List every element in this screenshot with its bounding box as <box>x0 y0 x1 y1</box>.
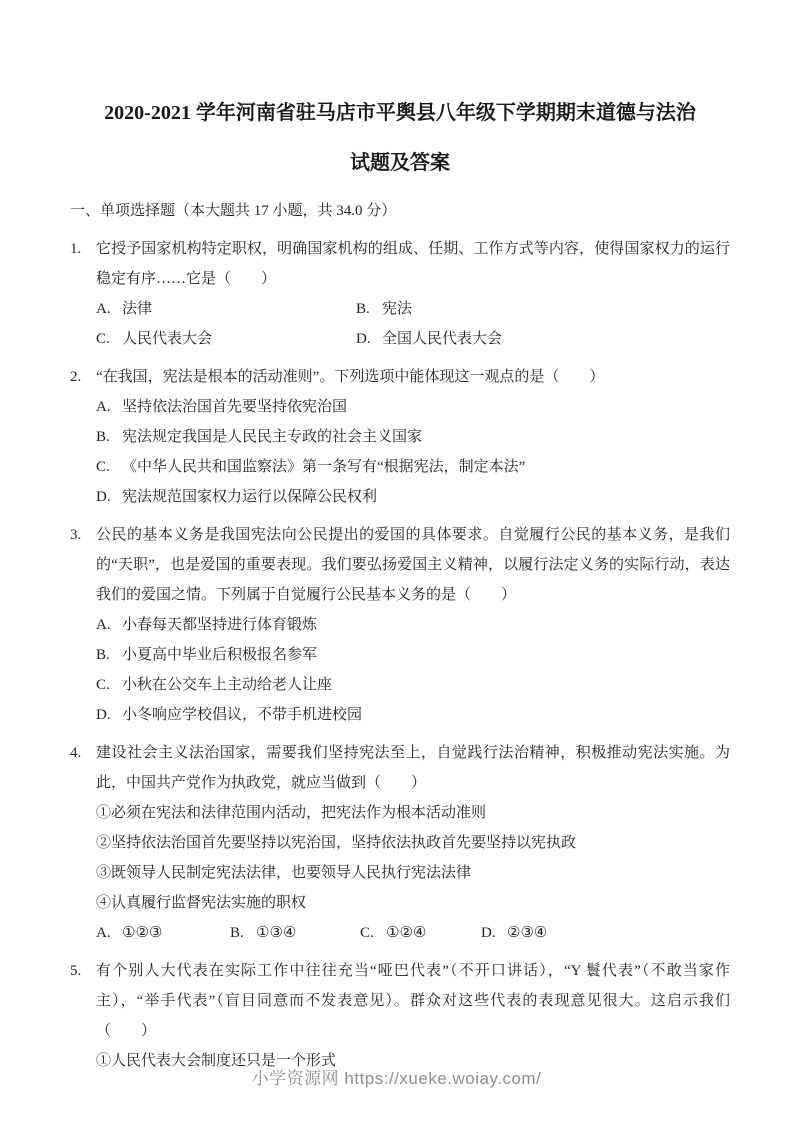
option-text: 《中华人民共和国监察法》第一条写有“根据宪法，制定本法” <box>122 459 526 475</box>
answer-option <box>96 324 356 354</box>
title-line-2: 试题及答案 <box>350 152 450 174</box>
footer-link[interactable]: 小学资源网 https://xueke.woiay.com/ <box>251 1069 542 1088</box>
footer-watermark <box>0 1064 793 1089</box>
answer-option <box>96 918 230 948</box>
answer-option <box>96 640 730 670</box>
option-text: 宪法 <box>382 301 413 317</box>
option-label: C. <box>360 925 374 941</box>
question-subitem: ②坚持依法治国首先要坚持以宪治国，坚持依法执政首先要坚持以宪执政 <box>96 835 577 851</box>
option-label: B. <box>230 925 244 941</box>
question-item <box>70 234 730 354</box>
option-text: ①②③ <box>122 925 163 941</box>
option-label: D. <box>96 489 111 505</box>
question-options <box>96 918 730 948</box>
option-text: 全国人民代表大会 <box>382 331 503 347</box>
option-label: B. <box>96 429 110 445</box>
answer-option <box>230 918 360 948</box>
question-options <box>96 294 730 354</box>
question-item <box>70 738 730 948</box>
question-content <box>96 738 730 948</box>
page-title <box>70 88 730 188</box>
option-text: ①③④ <box>256 925 297 941</box>
question-item <box>70 520 730 730</box>
question-content <box>96 520 730 730</box>
question-stem: 它授予国家机构特定职权，明确国家机构的组成、任期、工作方式等内容，使得国家权力的运行稳定有序……它是（ ） <box>96 241 730 287</box>
option-label: A. <box>96 617 111 633</box>
option-text: 人民代表大会 <box>122 331 213 347</box>
option-text: 宪法规范国家权力运行以保障公民权利 <box>122 489 378 505</box>
option-text: 小春每天都坚持进行体育锻炼 <box>122 617 318 633</box>
question-number: 5. <box>70 963 82 979</box>
question-stem: 建设社会主义法治国家，需要我们坚持宪法至上，自觉践行法治精神，积极推动宪法实施。为此，中国共产党作为执政党，就应当做到（ ） <box>96 745 730 791</box>
option-label: A. <box>96 399 111 415</box>
questions <box>70 234 730 1076</box>
question-item <box>70 362 730 512</box>
option-label: B. <box>96 647 110 663</box>
option-label: D. <box>356 331 371 347</box>
section-heading: 一、单项选择题（本大题共 17 小题，共 34.0 分） <box>70 203 397 219</box>
option-label: C. <box>96 677 110 693</box>
option-label: C. <box>96 331 110 347</box>
option-text: 小秋在公交车上主动给老人让座 <box>122 677 333 693</box>
question-subitem: ①人民代表大会制度还只是一个形式 <box>96 1053 337 1069</box>
answer-option <box>96 294 356 324</box>
question-item <box>70 956 730 1076</box>
answer-option <box>96 610 730 640</box>
question-content <box>96 234 730 354</box>
answer-option <box>96 452 730 482</box>
option-label: A. <box>96 301 111 317</box>
option-text: ①②④ <box>386 925 427 941</box>
answer-option <box>96 670 730 700</box>
option-label: D. <box>481 925 496 941</box>
question-content <box>96 956 730 1076</box>
answer-option <box>96 700 730 730</box>
option-label: A. <box>96 925 111 941</box>
question-stem: “在我国，宪法是根本的活动准则”。下列选项中能体现这一观点的是（ ） <box>96 369 605 385</box>
question-subitem: ④认真履行监督宪法实施的职权 <box>96 895 307 911</box>
option-text: ②③④ <box>507 925 548 941</box>
question-content <box>96 362 730 512</box>
option-text: 法律 <box>122 301 153 317</box>
answer-option <box>96 392 730 422</box>
question-number: 3. <box>70 527 82 543</box>
option-text: 坚持依法治国首先要坚持依宪治国 <box>122 399 348 415</box>
answer-option <box>360 918 481 948</box>
answer-option <box>481 918 730 948</box>
option-text: 小夏高中毕业后积极报名参军 <box>122 647 318 663</box>
option-label: B. <box>356 301 370 317</box>
question-number: 2. <box>70 369 82 385</box>
title-line-1: 2020-2021 学年河南省驻马店市平舆县八年级下学期期末道德与法治 <box>104 102 696 124</box>
question-number: 1. <box>70 241 82 257</box>
question-options <box>96 610 730 730</box>
question-subitem: ③既领导人民制定宪法法律，也要领导人民执行宪法法律 <box>96 865 472 881</box>
option-label: D. <box>96 707 111 723</box>
question-options <box>96 392 730 512</box>
question-number: 4. <box>70 745 82 761</box>
question-subitem: ①必须在宪法和法律范围内活动，把宪法作为根本活动准则 <box>96 805 487 821</box>
question-stem: 有个别人大代表在实际工作中往往充当“哑巴代表”（不开口讲话），“Y 鬟代表”（不敢当家作主），“举手代表”（盲目同意而不发表意见）。群众对这些代表的表现意见很大。这启示我们（ ） <box>96 963 730 1039</box>
answer-option <box>96 422 730 452</box>
option-text: 小冬响应学校倡议，不带手机进校园 <box>122 707 363 723</box>
answer-option <box>96 482 730 512</box>
option-label: C. <box>96 459 110 475</box>
answer-option <box>356 294 730 324</box>
answer-option <box>356 324 730 354</box>
option-text: 宪法规定我国是人民民主专政的社会主义国家 <box>122 429 423 445</box>
question-stem: 公民的基本义务是我国宪法向公民提出的爱国的具体要求。自觉履行公民的基本义务，是我们的“天职”，也是爱国的重要表现。我们要弘扬爱国主义精神，以履行法定义务的实际行动，表达我们的爱国之情。下列属于自觉履行公民基本义务的是（ ） <box>96 527 730 603</box>
